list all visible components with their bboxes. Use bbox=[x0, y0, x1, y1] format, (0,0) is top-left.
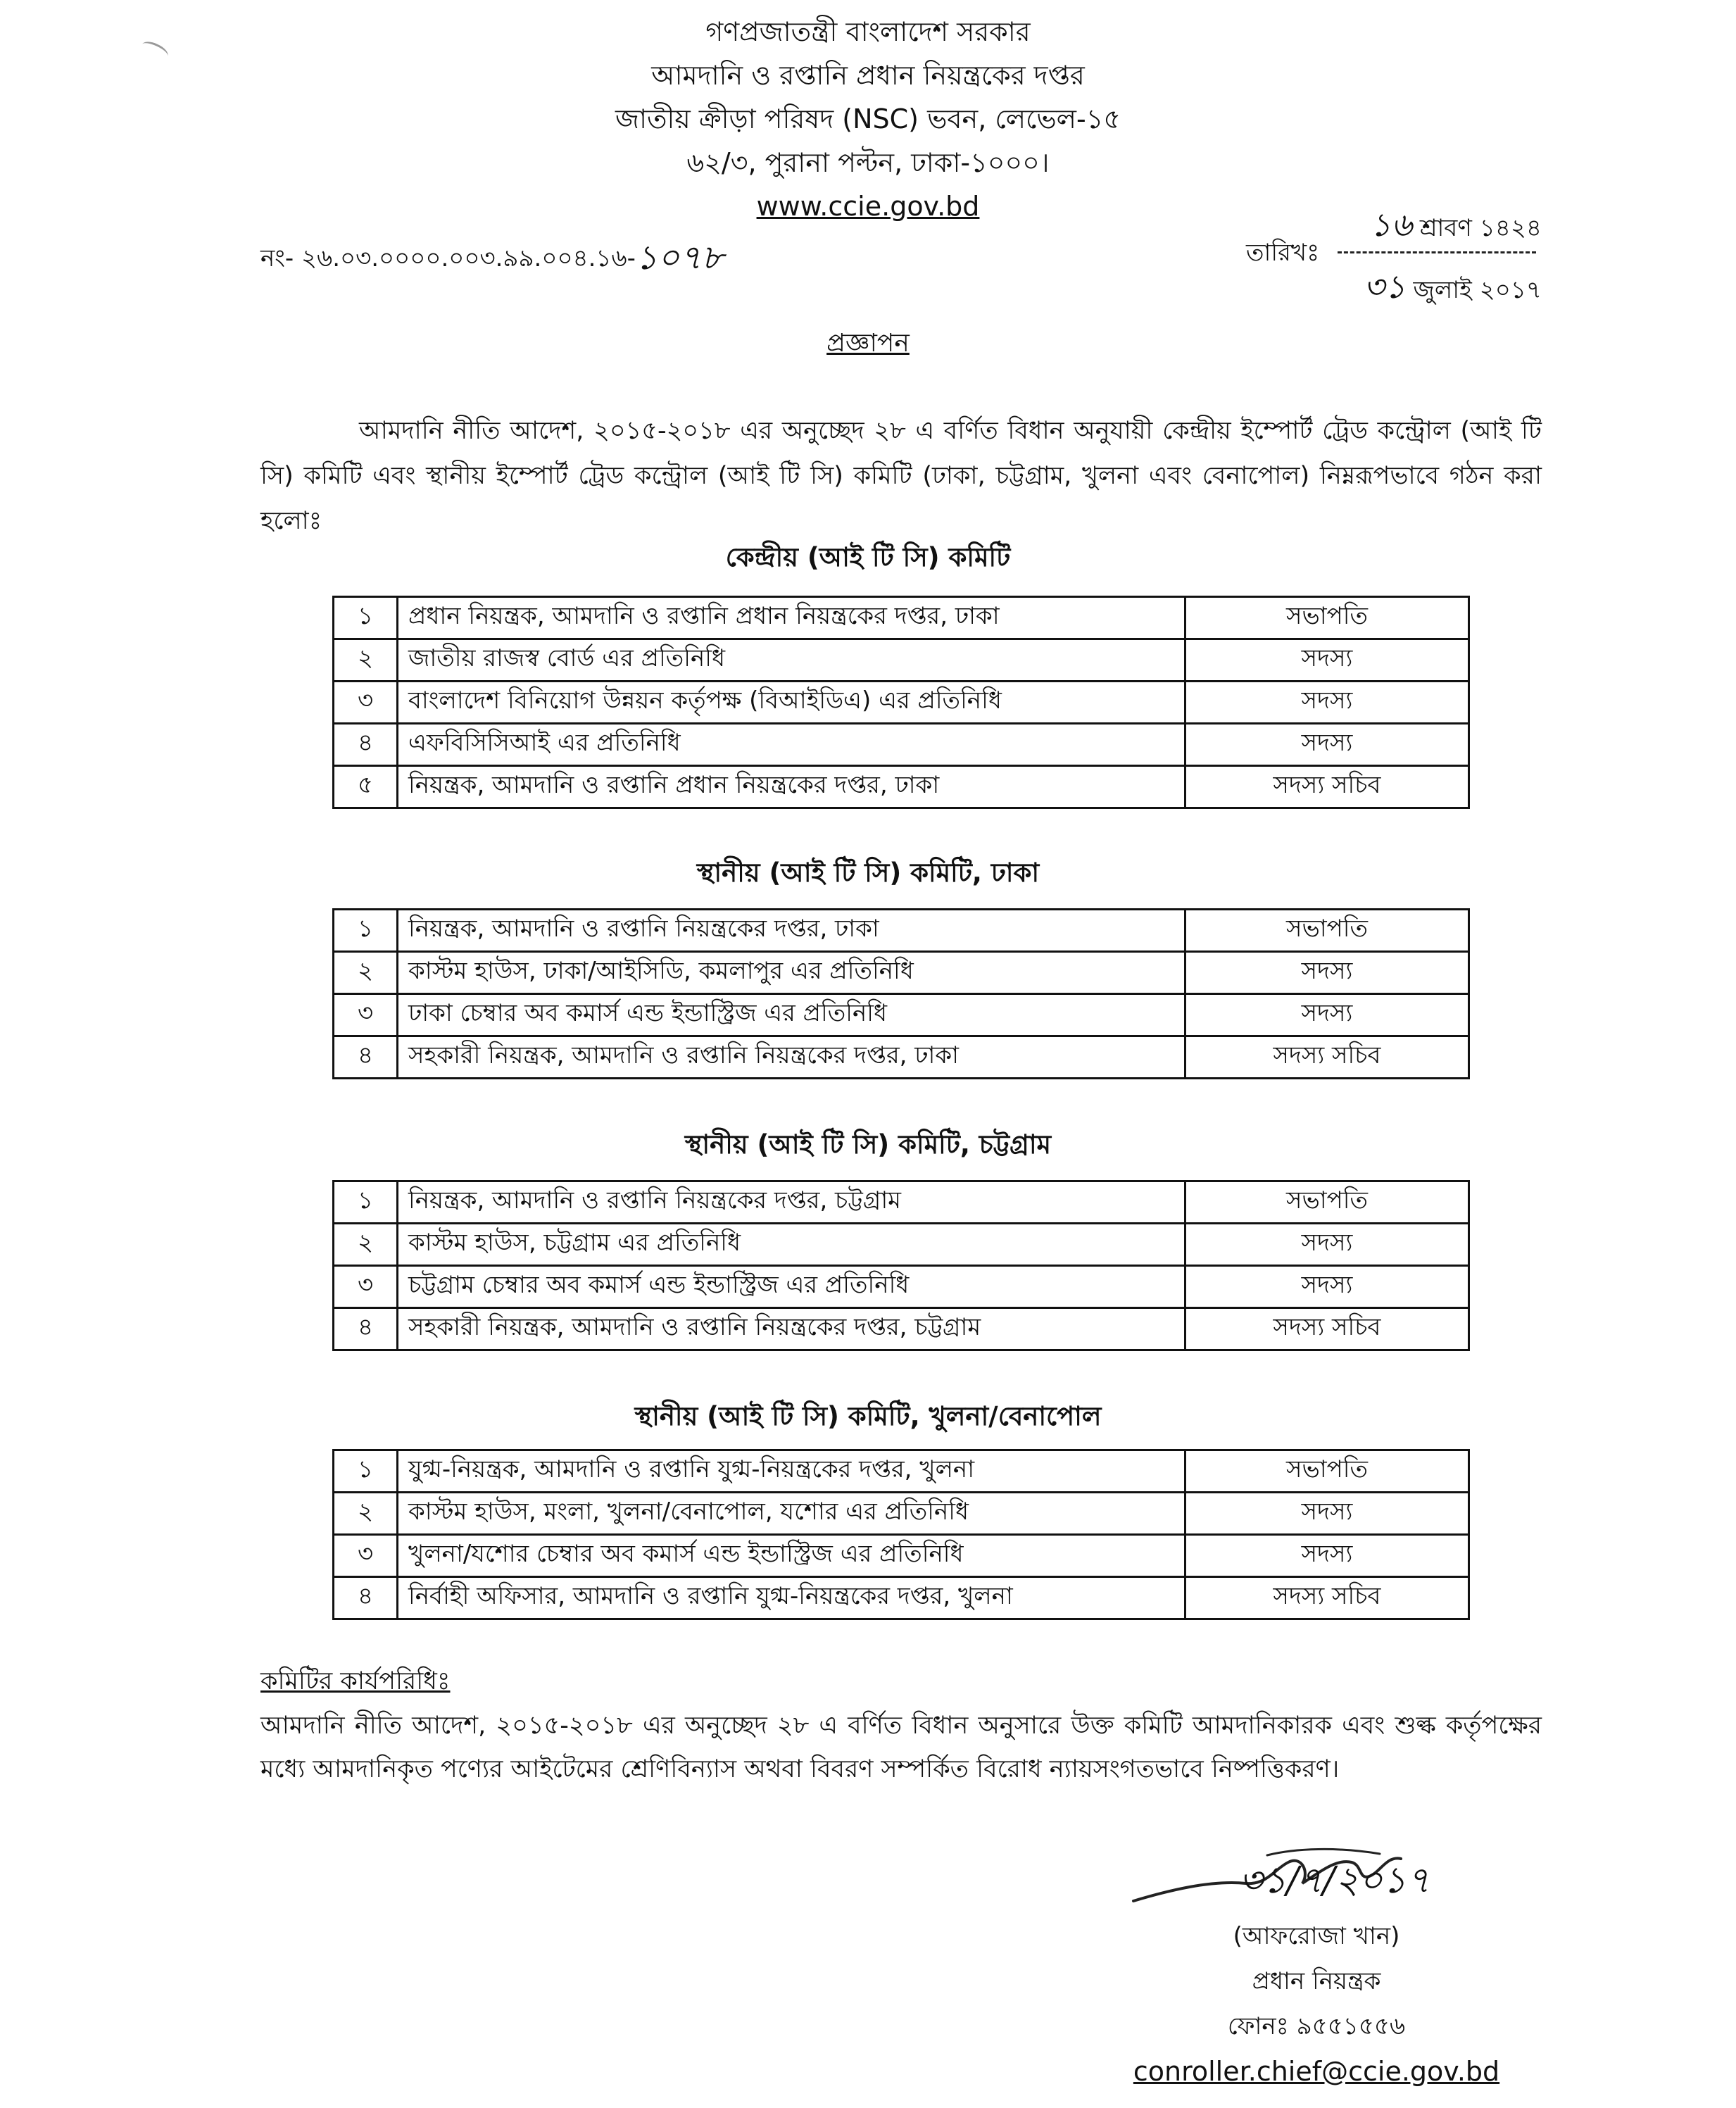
table-row bbox=[334, 639, 1469, 682]
central-committee-table bbox=[332, 596, 1470, 809]
intro-paragraph: আমদানি নীতি আদেশ, ২০১৫-২০১৮ এর অনুচ্ছেদ ২৮ এ বর্ণিত বিধান অনুযায়ী কেন্দ্রীয় ইম্পোর্ট ট্রেড কন্ট্রোল (আই টি সি) কমিটি এবং স্থানীয় ইম্পোর্ট ট্রেড কন্ট্রোল (আই টি সি) কমিটি (ঢাকা, চট্টগ্রাম, খুলনা এবং বেনাপোল) নিম্নরূপভাবে গঠন করা হলোঃ bbox=[260, 417, 1542, 535]
table-row bbox=[334, 597, 1469, 639]
dhaka-committee-table bbox=[332, 908, 1470, 1079]
date-label: তারিখঃ bbox=[1246, 239, 1320, 267]
member-cell: কাস্টম হাউস, চট্টগ্রাম এর প্রতিনিধি bbox=[398, 1224, 1185, 1266]
member-cell: নিয়ন্ত্রক, আমদানি ও রপ্তানি প্রধান নিয়ন্ত্রকের দপ্তর, ঢাকা bbox=[398, 766, 1185, 808]
table-row bbox=[334, 994, 1469, 1036]
serial-cell: ৪ bbox=[334, 1308, 398, 1350]
serial-cell: ২ bbox=[334, 952, 398, 994]
role-cell: সদস্য bbox=[1185, 1224, 1469, 1266]
member-cell: প্রধান নিয়ন্ত্রক, আমদানি ও রপ্তানি প্রধান নিয়ন্ত্রকের দপ্তর, ঢাকা bbox=[398, 597, 1185, 639]
role-cell: সদস্য bbox=[1185, 952, 1469, 994]
member-cell: কাস্টম হাউস, ঢাকা/আইসিডি, কমলাপুর এর প্রতিনিধি bbox=[398, 952, 1185, 994]
role-cell: সদস্য bbox=[1185, 682, 1469, 724]
serial-cell: ১ bbox=[334, 910, 398, 952]
serial-cell: ২ bbox=[334, 639, 398, 682]
chattogram-committee-table bbox=[332, 1180, 1470, 1351]
letterhead bbox=[0, 10, 1736, 228]
member-cell: জাতীয় রাজস্ব বোর্ড এর প্রতিনিধি bbox=[398, 639, 1185, 682]
office-name: আমদানি ও রপ্তানি প্রধান নিয়ন্ত্রকের দপ্তর bbox=[651, 60, 1085, 91]
street-address: ৬২/৩, পুরানা পল্টন, ঢাকা-১০০০। bbox=[686, 147, 1050, 178]
reference-prefix: নং- ২৬.০৩.০০০০.০০৩.৯৯.০০৪.১৬- bbox=[260, 244, 636, 272]
member-cell: চট্টগ্রাম চেম্বার অব কমার্স এন্ড ইন্ডাস্ট্রিজ এর প্রতিনিধি bbox=[398, 1266, 1185, 1308]
role-cell: সদস্য bbox=[1185, 994, 1469, 1036]
signatory-block bbox=[1028, 1914, 1605, 2094]
role-cell: সভাপতি bbox=[1185, 597, 1469, 639]
signatory-name: (আফরোজা খান) bbox=[1233, 1922, 1400, 1950]
member-cell: সহকারী নিয়ন্ত্রক, আমদানি ও রপ্তানি নিয়ন্ত্রকের দপ্তর, ঢাকা bbox=[398, 1036, 1185, 1079]
table-row bbox=[334, 1450, 1469, 1493]
serial-cell: ১ bbox=[334, 597, 398, 639]
signatory-email-link[interactable]: conroller.chief@ccie.gov.bd bbox=[1133, 2056, 1500, 2087]
member-cell: খুলনা/যশোর চেম্বার অব কমার্স এন্ড ইন্ডাস্ট্রিজ এর প্রতিনিধি bbox=[398, 1535, 1185, 1577]
terms-of-reference-text: আমদানি নীতি আদেশ, ২০১৫-২০১৮ এর অনুচ্ছেদ ২৮ এ বর্ণিত বিধান অনুসারে উক্ত কমিটি আমদানিকারক এবং শুল্ক কর্তৃপক্ষের মধ্যে আমদানিকৃত পণ্যের আইটেমের শ্রেণিবিন্যাস অথবা বিবরণ সম্পর্কিত বিরোধ ন্যায়সংগতভাবে নিষ্পত্তিকরণ। bbox=[260, 1712, 1542, 1783]
reference-number bbox=[260, 232, 724, 288]
table-row bbox=[334, 1036, 1469, 1079]
role-cell: সদস্য সচিব bbox=[1185, 1036, 1469, 1079]
role-cell: সদস্য bbox=[1185, 724, 1469, 766]
serial-cell: ২ bbox=[334, 1493, 398, 1535]
serial-cell: ৩ bbox=[334, 1266, 398, 1308]
date-english-day: ৩১ bbox=[1363, 268, 1406, 306]
role-cell: সদস্য bbox=[1185, 1493, 1469, 1535]
date-english bbox=[1364, 263, 1542, 316]
date-bangla-day: ১৬ bbox=[1370, 206, 1413, 244]
date-english-month-year: জুলাই ২০১৭ bbox=[1413, 276, 1542, 304]
signatory-designation: প্রধান নিয়ন্ত্রক bbox=[1252, 1967, 1381, 1995]
role-cell: সদস্য সচিব bbox=[1185, 1577, 1469, 1619]
website-link[interactable]: www.ccie.gov.bd bbox=[756, 191, 980, 222]
member-cell: ঢাকা চেম্বার অব কমার্স এন্ড ইন্ডাস্ট্রিজ এর প্রতিনিধি bbox=[398, 994, 1185, 1036]
reference-handwritten-number: ১০৭৮ bbox=[635, 238, 724, 277]
serial-cell: ৩ bbox=[334, 994, 398, 1036]
dhaka-committee-title: স্থানীয় (আই টি সি) কমিটি, ঢাকা bbox=[696, 858, 1040, 888]
table-row bbox=[334, 1266, 1469, 1308]
role-cell: সভাপতি bbox=[1185, 1450, 1469, 1493]
member-cell: কাস্টম হাউস, মংলা, খুলনা/বেনাপোল, যশোর এর প্রতিনিধি bbox=[398, 1493, 1185, 1535]
government-name: গণপ্রজাতন্ত্রী বাংলাদেশ সরকার bbox=[705, 16, 1031, 47]
chattogram-committee-title: স্থানীয় (আই টি সি) কমিটি, চট্টগ্রাম bbox=[684, 1129, 1052, 1160]
serial-cell: ৫ bbox=[334, 766, 398, 808]
member-cell: নির্বাহী অফিসার, আমদানি ও রপ্তানি যুগ্ম-নিয়ন্ত্রকের দপ্তর, খুলনা bbox=[398, 1577, 1185, 1619]
terms-of-reference-title: কমিটির কার্যপরিধিঃ bbox=[260, 1667, 451, 1695]
date-divider bbox=[1338, 251, 1536, 253]
table-row bbox=[334, 952, 1469, 994]
role-cell: সভাপতি bbox=[1185, 910, 1469, 952]
khulna-committee-table bbox=[332, 1449, 1470, 1620]
serial-cell: ৪ bbox=[334, 1577, 398, 1619]
role-cell: সভাপতি bbox=[1185, 1181, 1469, 1224]
signature-date: ৩১/৭/২০১৭ bbox=[1239, 1859, 1430, 1902]
table-row bbox=[334, 766, 1469, 808]
building-address: জাতীয় ক্রীড়া পরিষদ (NSC) ভবন, লেভেল-১৫ bbox=[615, 103, 1121, 134]
central-committee-title: কেন্দ্রীয় (আই টি সি) কমিটি bbox=[725, 542, 1011, 572]
serial-cell: ২ bbox=[334, 1224, 398, 1266]
table-row bbox=[334, 1493, 1469, 1535]
date-bangla-month-year: শ্রাবণ ১৪২৪ bbox=[1419, 214, 1542, 242]
serial-cell: ৪ bbox=[334, 1036, 398, 1079]
member-cell: এফবিসিসিআই এর প্রতিনিধি bbox=[398, 724, 1185, 766]
role-cell: সদস্য bbox=[1185, 1266, 1469, 1308]
serial-cell: ৩ bbox=[334, 682, 398, 724]
table-row bbox=[334, 1181, 1469, 1224]
khulna-committee-title: স্থানীয় (আই টি সি) কমিটি, খুলনা/বেনাপোল bbox=[634, 1401, 1102, 1431]
serial-cell: ৩ bbox=[334, 1535, 398, 1577]
table-row bbox=[334, 1577, 1469, 1619]
serial-cell: ১ bbox=[334, 1450, 398, 1493]
member-cell: যুগ্ম-নিয়ন্ত্রক, আমদানি ও রপ্তানি যুগ্ম-নিয়ন্ত্রকের দপ্তর, খুলনা bbox=[398, 1450, 1185, 1493]
date-block bbox=[1246, 201, 1542, 306]
table-row bbox=[334, 1308, 1469, 1350]
table-row bbox=[334, 1224, 1469, 1266]
table-row bbox=[334, 1535, 1469, 1577]
serial-cell: ৪ bbox=[334, 724, 398, 766]
table-row bbox=[334, 682, 1469, 724]
table-row bbox=[334, 724, 1469, 766]
date-bangla bbox=[1370, 201, 1542, 254]
role-cell: সদস্য সচিব bbox=[1185, 1308, 1469, 1350]
member-cell: নিয়ন্ত্রক, আমদানি ও রপ্তানি নিয়ন্ত্রকের দপ্তর, ঢাকা bbox=[398, 910, 1185, 952]
role-cell: সদস্য bbox=[1185, 639, 1469, 682]
table-row bbox=[334, 910, 1469, 952]
signatory-phone: ফোনঃ ৯৫৫১৫৫৬ bbox=[1227, 2012, 1406, 2040]
member-cell: নিয়ন্ত্রক, আমদানি ও রপ্তানি নিয়ন্ত্রকের দপ্তর, চট্টগ্রাম bbox=[398, 1181, 1185, 1224]
member-cell: বাংলাদেশ বিনিয়োগ উন্নয়ন কর্তৃপক্ষ (বিআইডিএ) এর প্রতিনিধি bbox=[398, 682, 1185, 724]
role-cell: সদস্য সচিব bbox=[1185, 766, 1469, 808]
member-cell: সহকারী নিয়ন্ত্রক, আমদানি ও রপ্তানি নিয়ন্ত্রকের দপ্তর, চট্টগ্রাম bbox=[398, 1308, 1185, 1350]
notice-title: প্রজ্ঞাপন bbox=[826, 329, 910, 358]
serial-cell: ১ bbox=[334, 1181, 398, 1224]
role-cell: সদস্য bbox=[1185, 1535, 1469, 1577]
